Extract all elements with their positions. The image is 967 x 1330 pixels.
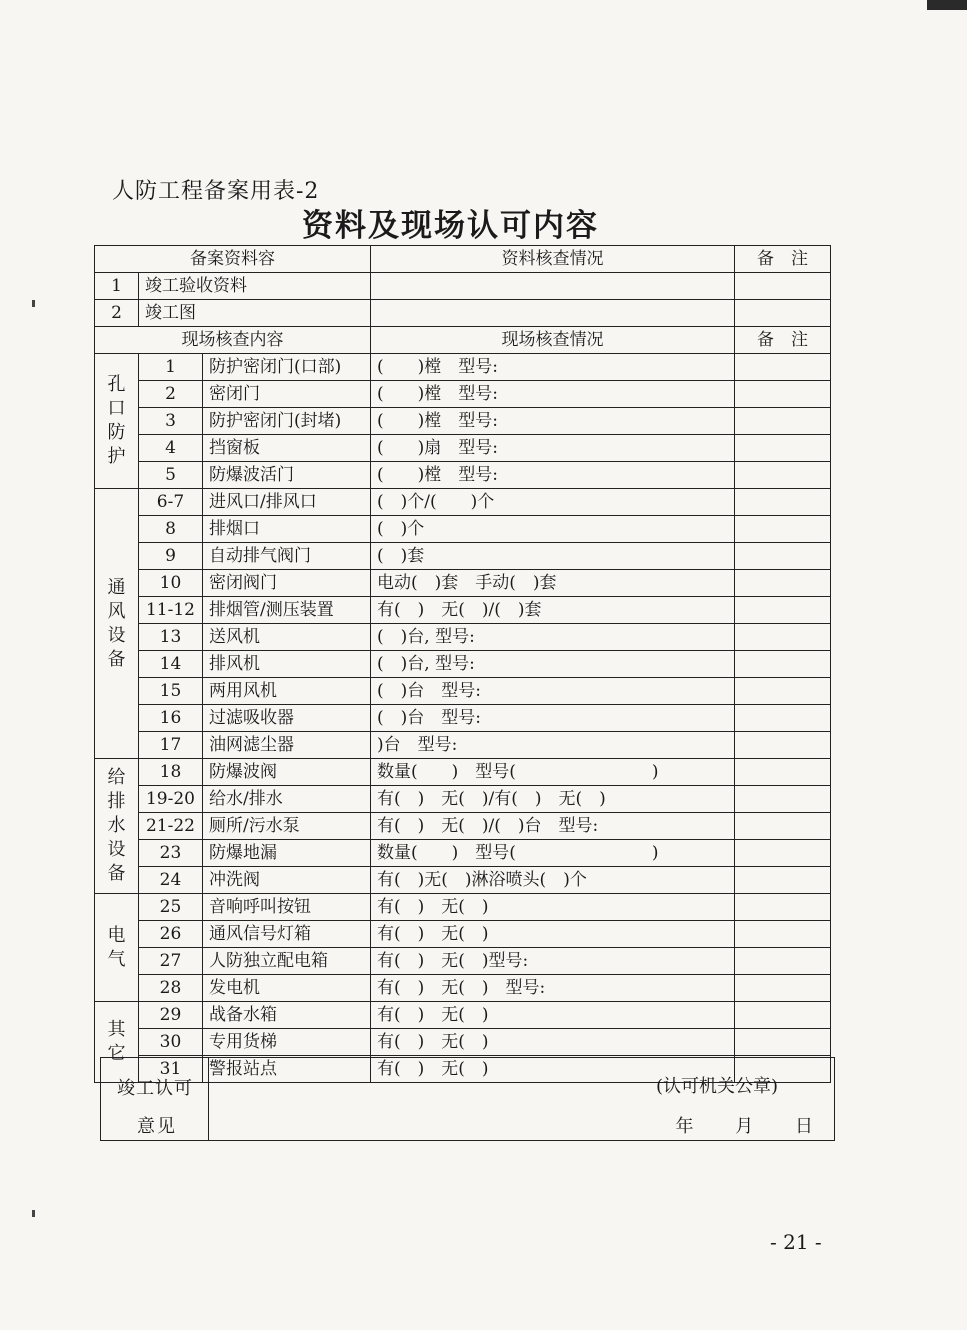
row-check[interactable]: 数量( ) 型号( ) <box>371 759 735 786</box>
row-number: 3 <box>139 408 203 435</box>
row-number: 4 <box>139 435 203 462</box>
scan-edge <box>927 0 967 10</box>
opinion-label-2: 意见 <box>137 1116 177 1137</box>
row-note-cell[interactable] <box>735 597 831 624</box>
opinion-label: 竣工认可 <box>117 1078 193 1099</box>
row-number: 26 <box>139 921 203 948</box>
row-note-cell[interactable] <box>735 705 831 732</box>
row-item: 密闭门 <box>203 381 371 408</box>
row-item: 冲洗阀 <box>203 867 371 894</box>
row-item: 送风机 <box>203 624 371 651</box>
row-item: 人防独立配电箱 <box>203 948 371 975</box>
row-check[interactable]: ( )台 型号: <box>371 705 735 732</box>
row-number: 11-12 <box>139 597 203 624</box>
row-note-cell[interactable] <box>735 273 831 300</box>
row-item: 战备水箱 <box>203 1002 371 1029</box>
site-col-content: 现场核查内容 <box>95 327 371 354</box>
row-note-cell[interactable] <box>735 300 831 327</box>
table-row <box>95 867 831 894</box>
row-check[interactable]: 有( ) 无( )/有( ) 无( ) <box>371 786 735 813</box>
row-note-cell[interactable] <box>735 570 831 597</box>
seal-text: (认可机关公章) <box>655 1076 778 1097</box>
row-number: 31 <box>139 1056 203 1083</box>
form-label: 人防工程备案用表-2 <box>112 179 320 204</box>
row-note-cell[interactable] <box>735 624 831 651</box>
row-number: 8 <box>139 516 203 543</box>
month-label: 月 <box>735 1116 755 1137</box>
opinion-label-cell <box>101 1058 209 1141</box>
row-number: 14 <box>139 651 203 678</box>
row-number: 15 <box>139 678 203 705</box>
row-check[interactable]: 有( ) 无( )/( )台 型号: <box>371 813 735 840</box>
table-row <box>95 921 831 948</box>
table-row <box>95 462 831 489</box>
table-row <box>95 948 831 975</box>
row-check[interactable]: ( )套 <box>371 543 735 570</box>
row-number: 2 <box>95 300 139 327</box>
scan-mark <box>32 300 35 307</box>
row-number: 19-20 <box>139 786 203 813</box>
table-row <box>95 813 831 840</box>
row-note-cell[interactable] <box>735 435 831 462</box>
row-note-cell[interactable] <box>735 894 831 921</box>
row-number: 10 <box>139 570 203 597</box>
row-check[interactable]: 数量( ) 型号( ) <box>371 840 735 867</box>
site-header-row <box>95 327 831 354</box>
row-note-cell[interactable] <box>735 921 831 948</box>
group-label <box>95 759 139 894</box>
row-number: 24 <box>139 867 203 894</box>
row-item: 竣工验收资料 <box>139 273 371 300</box>
row-note-cell[interactable] <box>735 381 831 408</box>
row-item: 音响呼叫按钮 <box>203 894 371 921</box>
date-line <box>642 1112 814 1138</box>
row-item: 防爆波活门 <box>203 462 371 489</box>
scan-mark <box>32 1210 35 1217</box>
row-number: 28 <box>139 975 203 1002</box>
table-row <box>95 543 831 570</box>
row-check[interactable]: 有( ) 无( ) <box>371 1029 735 1056</box>
row-note-cell[interactable] <box>735 651 831 678</box>
day-label: 日 <box>795 1116 814 1137</box>
row-number: 2 <box>139 381 203 408</box>
row-item: 排烟口 <box>203 516 371 543</box>
row-note-cell[interactable] <box>735 732 831 759</box>
group-label-text: 给排水设备 <box>107 767 126 884</box>
table-row <box>95 651 831 678</box>
opinion-table <box>100 1057 835 1141</box>
row-note-cell[interactable] <box>735 948 831 975</box>
doc-col-note: 备 注 <box>735 246 831 273</box>
row-number: 18 <box>139 759 203 786</box>
row-check[interactable]: ( )樘 型号: <box>371 408 735 435</box>
row-check[interactable]: ( )樘 型号: <box>371 381 735 408</box>
table-row <box>95 786 831 813</box>
row-item: 防爆地漏 <box>203 840 371 867</box>
page-number: - 21 - <box>770 1230 822 1254</box>
row-item: 通风信号灯箱 <box>203 921 371 948</box>
group-label-text: 电气 <box>107 924 126 970</box>
row-item: 防护密闭门(口部) <box>203 354 371 381</box>
row-check[interactable]: ( )台 型号: <box>371 678 735 705</box>
row-check[interactable]: 有( ) 无( ) <box>371 1002 735 1029</box>
table-row <box>95 408 831 435</box>
row-number: 9 <box>139 543 203 570</box>
site-col-note: 备 注 <box>735 327 831 354</box>
inspection-table <box>94 245 831 1083</box>
row-number: 23 <box>139 840 203 867</box>
row-note-cell[interactable] <box>735 462 831 489</box>
row-check[interactable]: 有( ) 无( ) <box>371 894 735 921</box>
row-item: 警报站点 <box>203 1056 371 1083</box>
row-number: 5 <box>139 462 203 489</box>
table-row <box>95 381 831 408</box>
row-number: 25 <box>139 894 203 921</box>
row-number: 17 <box>139 732 203 759</box>
row-note-cell[interactable] <box>735 354 831 381</box>
group-label-text: 通风设备 <box>107 576 126 670</box>
row-number: 21-22 <box>139 813 203 840</box>
row-check[interactable]: 有( ) 无( )/( )套 <box>371 597 735 624</box>
row-note-cell[interactable] <box>735 408 831 435</box>
row-check[interactable]: ( )个 <box>371 516 735 543</box>
doc-header-row <box>95 246 831 273</box>
page-title: 资料及现场认可内容 <box>302 208 599 244</box>
row-item: 油网滤尘器 <box>203 732 371 759</box>
table-row <box>95 759 831 786</box>
table-row <box>95 570 831 597</box>
row-number: 29 <box>139 1002 203 1029</box>
row-check[interactable]: 有( ) 无( ) <box>371 921 735 948</box>
group-label-text: 孔口防护 <box>107 374 126 467</box>
row-number: 6-7 <box>139 489 203 516</box>
row-note-cell[interactable] <box>735 678 831 705</box>
row-note-cell[interactable] <box>735 543 831 570</box>
table-row <box>95 894 831 921</box>
row-check[interactable]: 有( ) 无( ) 型号: <box>371 975 735 1002</box>
doc-col-content: 备案资料容 <box>95 246 371 273</box>
row-number: 13 <box>139 624 203 651</box>
row-item: 专用货梯 <box>203 1029 371 1056</box>
row-note-cell[interactable] <box>735 759 831 786</box>
row-check[interactable]: ( )樘 型号: <box>371 462 735 489</box>
row-check-cell[interactable] <box>371 300 735 327</box>
row-number: 1 <box>139 354 203 381</box>
group-label <box>95 489 139 759</box>
row-check[interactable]: 有( ) 无( ) <box>371 1056 735 1083</box>
row-check[interactable]: ( )个/( )个 <box>371 489 735 516</box>
table-row <box>95 435 831 462</box>
table-row <box>95 1002 831 1029</box>
row-note-cell[interactable] <box>735 813 831 840</box>
row-note-cell[interactable] <box>735 1029 831 1056</box>
row-item: 防护密闭门(封堵) <box>203 408 371 435</box>
row-check[interactable]: )台 型号: <box>371 732 735 759</box>
row-check[interactable]: ( )樘 型号: <box>371 354 735 381</box>
row-number: 1 <box>95 273 139 300</box>
row-number: 27 <box>139 948 203 975</box>
row-note-cell[interactable] <box>735 1002 831 1029</box>
row-item: 防爆波阀 <box>203 759 371 786</box>
table-row <box>95 273 831 300</box>
table-row <box>95 1029 831 1056</box>
row-item: 给水/排水 <box>203 786 371 813</box>
row-check[interactable]: ( )扇 型号: <box>371 435 735 462</box>
table-row <box>95 678 831 705</box>
row-check[interactable]: ( )台, 型号: <box>371 651 735 678</box>
row-note-cell[interactable] <box>735 786 831 813</box>
year-label: 年 <box>675 1116 695 1137</box>
row-note-cell[interactable] <box>735 975 831 1002</box>
table-row <box>95 354 831 381</box>
table-row <box>95 597 831 624</box>
row-item: 排烟管/测压装置 <box>203 597 371 624</box>
doc-col-check: 资料核查情况 <box>371 246 735 273</box>
row-item: 过滤吸收器 <box>203 705 371 732</box>
row-note-cell[interactable] <box>735 516 831 543</box>
row-number: 16 <box>139 705 203 732</box>
row-note-cell[interactable] <box>735 867 831 894</box>
row-item: 厕所/污水泵 <box>203 813 371 840</box>
group-label <box>95 894 139 1002</box>
table-row <box>95 489 831 516</box>
site-col-check: 现场核查情况 <box>371 327 735 354</box>
table-row <box>95 840 831 867</box>
table-row <box>95 732 831 759</box>
opinion-content-cell[interactable] <box>209 1058 835 1141</box>
table-row <box>95 516 831 543</box>
row-check[interactable]: ( )台, 型号: <box>371 624 735 651</box>
group-label <box>95 354 139 489</box>
table-row <box>95 705 831 732</box>
group-label-text: 其它 <box>107 1019 126 1064</box>
table-row <box>95 975 831 1002</box>
table-row <box>95 624 831 651</box>
row-note-cell[interactable] <box>735 840 831 867</box>
row-item: 竣工图 <box>139 300 371 327</box>
row-item: 自动排气阀门 <box>203 543 371 570</box>
table-row <box>95 300 831 327</box>
row-item: 密闭阀门 <box>203 570 371 597</box>
row-item: 排风机 <box>203 651 371 678</box>
row-item: 发电机 <box>203 975 371 1002</box>
row-check[interactable]: 有( )无( )淋浴喷头( )个 <box>371 867 735 894</box>
row-item: 进风口/排风口 <box>203 489 371 516</box>
row-note-cell[interactable] <box>735 489 831 516</box>
row-item: 两用风机 <box>203 678 371 705</box>
row-check[interactable]: 电动( )套 手动( )套 <box>371 570 735 597</box>
row-check-cell[interactable] <box>371 273 735 300</box>
row-check[interactable]: 有( ) 无( )型号: <box>371 948 735 975</box>
row-number: 30 <box>139 1029 203 1056</box>
row-item: 挡窗板 <box>203 435 371 462</box>
